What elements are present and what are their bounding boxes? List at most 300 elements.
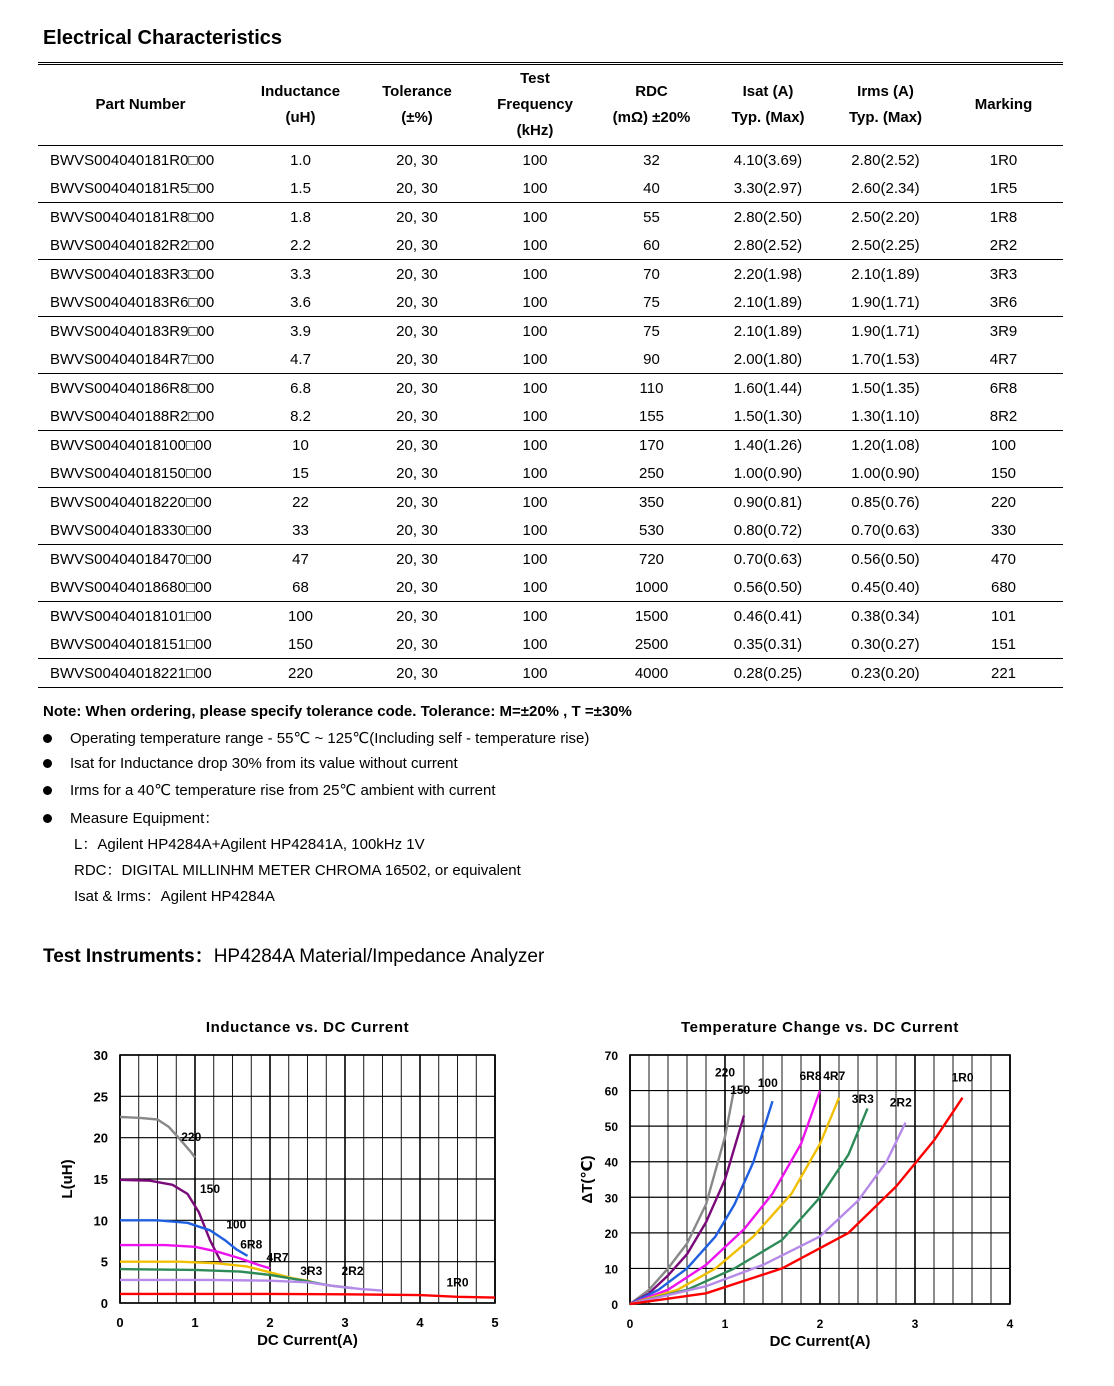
series-line-3R3 — [630, 1108, 868, 1304]
tolerance-cell: 20, 30 — [358, 573, 476, 602]
tolerance-code-box: □ — [185, 607, 195, 625]
bullet-text: Measure Equipment： — [70, 810, 220, 827]
table-row — [38, 630, 1063, 659]
irms-cell: 0.30(0.27) — [827, 630, 944, 659]
y-tick-label: 10 — [93, 1213, 108, 1229]
rdc-cell: 4000 — [594, 659, 709, 688]
frequency-cell: 100 — [522, 322, 548, 340]
y-axis-label: L(uH) — [59, 1159, 76, 1199]
irms-cell: 2.80(2.52) — [851, 151, 920, 169]
isat-cell: 1.00(0.90) — [709, 459, 827, 488]
frequency-cell: 100 — [522, 607, 548, 625]
column-header — [944, 64, 1063, 146]
tolerance-cell: 20, 30 — [358, 630, 476, 659]
y-tick-label: 0 — [611, 1298, 618, 1312]
table-row — [38, 545, 1063, 574]
y-tick-label: 70 — [604, 1049, 618, 1063]
marking-cell: 680 — [944, 573, 1063, 602]
table-row — [38, 602, 1063, 631]
column-header — [827, 64, 944, 146]
frequency-cell: 100 — [522, 493, 548, 511]
marking-cell: 3R9 — [989, 322, 1018, 340]
tolerance-cell: 20, 30 — [396, 322, 438, 340]
chart-title: Inductance vs. DC Current — [205, 1019, 410, 1036]
table-row — [38, 431, 1063, 460]
part-number-prefix: BWVS004040186R8 — [50, 379, 189, 397]
part-number-suffix: 00 — [197, 265, 215, 283]
bullet-dot-icon — [43, 786, 52, 795]
inductance-cell: 4.7 — [243, 345, 358, 374]
series-label: 2R2 — [341, 1263, 364, 1278]
part-number-prefix: BWVS004040181R5 — [50, 179, 189, 197]
part-number-cell — [38, 488, 243, 517]
tolerance-cell: 20, 30 — [358, 174, 476, 203]
isat-cell: 0.46(0.41) — [733, 607, 803, 625]
part-number-cell — [38, 516, 243, 545]
isat-cell: 1.50(1.30) — [709, 402, 827, 431]
frequency-cell: 100 — [476, 516, 594, 545]
irms-cell: 1.00(0.90) — [827, 459, 944, 488]
part-number-prefix: BWVS00404018101 — [50, 607, 186, 625]
series-label: 150 — [199, 1182, 221, 1197]
test-instruments-label: Test Instruments： — [43, 946, 214, 967]
series-label: 4R7 — [266, 1250, 289, 1265]
tolerance-cell: 20, 30 — [396, 379, 438, 397]
rdc-cell: 1500 — [634, 607, 669, 625]
part-number-prefix: BWVS00404018151 — [50, 635, 186, 653]
irms-cell: 0.85(0.76) — [851, 493, 920, 511]
isat-cell: 1.60(1.44) — [733, 379, 803, 397]
column-header-line: Tolerance — [382, 83, 452, 100]
marking-cell: 221 — [944, 659, 1063, 688]
table-row — [38, 374, 1063, 403]
irms-cell: 1.20(1.08) — [851, 436, 920, 454]
tolerance-code-box: □ — [188, 265, 198, 283]
y-tick-label: 10 — [604, 1262, 618, 1277]
part-number-cell — [38, 459, 243, 488]
part-number-cell — [38, 573, 243, 602]
tolerance-code-box: □ — [185, 635, 195, 653]
bullet-dot-icon — [43, 814, 52, 823]
bullet-item — [43, 807, 219, 828]
column-header-line: (kHz) — [516, 122, 554, 139]
frequency-cell: 100 — [476, 573, 594, 602]
x-tick-label: 4 — [1006, 1317, 1014, 1331]
y-axis-label: ΔT(℃) — [579, 1155, 596, 1204]
y-tick-label: 30 — [604, 1191, 618, 1206]
part-number-prefix: BWVS00404018221 — [50, 664, 186, 682]
frequency-cell: 100 — [476, 630, 594, 659]
temperature-chart — [570, 1005, 1040, 1365]
bullet-text: Irms for a 40℃ temperature rise from 25℃ ambient with current — [70, 782, 496, 799]
inductance-cell: 220 — [243, 659, 358, 688]
bullet-item — [43, 781, 496, 799]
isat-cell: 2.10(1.89) — [709, 288, 827, 317]
tolerance-code-box: □ — [188, 179, 198, 197]
tolerance-code-box: □ — [188, 407, 198, 425]
irms-cell: 0.56(0.50) — [851, 550, 920, 568]
part-number-cell — [38, 402, 243, 431]
part-number-cell — [38, 203, 243, 232]
inductance-chart — [50, 1005, 520, 1365]
x-axis-label: DC Current(A) — [257, 1332, 358, 1349]
frequency-cell: 100 — [476, 659, 594, 688]
part-number-prefix: BWVS004040181R8 — [50, 208, 189, 226]
test-instruments-value: HP4284A Material/Impedance Analyzer — [213, 946, 545, 967]
part-number-suffix: 00 — [195, 578, 212, 596]
rdc-cell: 60 — [594, 231, 709, 260]
inductance-cell: 150 — [243, 630, 358, 659]
tolerance-code-box: □ — [188, 208, 198, 226]
column-header — [709, 64, 827, 146]
rdc-cell: 2500 — [594, 630, 709, 659]
series-label: 2R2 — [889, 1095, 912, 1110]
isat-cell: 0.70(0.63) — [733, 550, 803, 568]
rdc-cell: 90 — [594, 345, 709, 374]
rdc-cell: 40 — [594, 174, 709, 203]
tolerance-cell: 20, 30 — [396, 550, 438, 568]
part-number-suffix: 00 — [195, 550, 212, 568]
part-number-prefix: BWVS004040184R7 — [50, 350, 189, 368]
frequency-cell: 100 — [522, 436, 548, 454]
series-label: 100 — [757, 1076, 778, 1091]
frequency-cell: 100 — [476, 402, 594, 431]
part-number-suffix: 00 — [195, 664, 212, 682]
part-number-suffix: 00 — [197, 322, 215, 340]
test-instruments — [43, 941, 544, 968]
tolerance-cell: 20, 30 — [358, 288, 476, 317]
series-line-2R2 — [630, 1123, 906, 1304]
bullet-text: Operating temperature range - 55℃ ~ 125℃(Including self - temperature rise) — [70, 730, 590, 747]
rdc-cell: 250 — [594, 459, 709, 488]
column-header-line: Typ. (Max) — [848, 109, 923, 126]
part-number-prefix: BWVS00404018330 — [50, 521, 186, 539]
inductance-cell: 10 — [292, 436, 309, 454]
frequency-cell: 100 — [522, 550, 548, 568]
y-tick-label: 20 — [604, 1226, 618, 1241]
table-row — [38, 203, 1063, 232]
x-tick-label: 2 — [816, 1317, 824, 1331]
rdc-cell: 32 — [643, 151, 660, 169]
irms-cell: 0.70(0.63) — [827, 516, 944, 545]
bullet-text: Isat for Inductance drop 30% from its value without current — [70, 755, 458, 772]
irms-cell: 1.90(1.71) — [827, 288, 944, 317]
part-number-prefix: BWVS00404018150 — [50, 464, 186, 482]
series-label: 150 — [730, 1083, 751, 1098]
frequency-cell: 100 — [522, 151, 548, 169]
tolerance-cell: 20, 30 — [358, 402, 476, 431]
y-tick-label: 60 — [604, 1084, 618, 1099]
inductance-cell: 100 — [287, 607, 314, 625]
inductance-cell: 8.2 — [243, 402, 358, 431]
inductance-cell: 3.9 — [290, 322, 311, 340]
part-number-cell — [38, 260, 243, 289]
rdc-cell: 110 — [639, 379, 664, 397]
column-header-line: (mΩ) ±20% — [612, 109, 691, 126]
rdc-cell: 170 — [638, 436, 665, 454]
frequency-cell: 100 — [522, 208, 548, 226]
column-header-line: Frequency — [497, 96, 573, 113]
part-number-cell — [38, 146, 243, 175]
part-number-cell — [38, 630, 243, 659]
table-row — [38, 288, 1063, 317]
isat-cell: 2.20(1.98) — [733, 265, 803, 283]
marking-cell: 1R8 — [989, 208, 1018, 226]
inductance-cell: 15 — [243, 459, 358, 488]
column-header-line: RDC — [635, 83, 668, 100]
inductance-cell: 22 — [292, 493, 309, 511]
table-row — [38, 260, 1063, 289]
marking-cell: 101 — [990, 607, 1017, 625]
y-tick-label: 25 — [93, 1089, 108, 1105]
frequency-cell: 100 — [476, 174, 594, 203]
y-tick-label: 50 — [604, 1120, 618, 1135]
tolerance-cell: 20, 30 — [358, 345, 476, 374]
marking-cell: 3R3 — [989, 265, 1018, 283]
marking-cell: 470 — [990, 550, 1017, 568]
tolerance-cell: 20, 30 — [396, 607, 438, 625]
table-row — [38, 516, 1063, 545]
table-row — [38, 573, 1063, 602]
tolerance-cell: 20, 30 — [396, 265, 438, 283]
marking-cell: 220 — [990, 493, 1017, 511]
tolerance-code-box: □ — [188, 151, 198, 169]
frequency-cell: 100 — [476, 345, 594, 374]
tolerance-code-box: □ — [185, 436, 195, 454]
irms-cell: 1.50(1.35) — [851, 379, 920, 397]
inductance-cell: 1.5 — [243, 174, 358, 203]
frequency-cell: 100 — [476, 231, 594, 260]
isat-cell: 0.35(0.31) — [709, 630, 827, 659]
part-number-suffix: 00 — [197, 236, 215, 254]
tolerance-code-box: □ — [188, 322, 198, 340]
x-tick-label: 0 — [626, 1317, 634, 1331]
table-row — [38, 317, 1063, 346]
column-header-line: Part Number — [95, 96, 186, 113]
chart-title: Temperature Change vs. DC Current — [681, 1019, 959, 1036]
equipment-line: RDC：DIGITAL MILLINHM METER CHROMA 16502, or equivalent — [74, 862, 521, 879]
bullet-item — [43, 755, 458, 772]
tolerance-code-box: □ — [188, 236, 198, 254]
part-number-cell — [38, 288, 243, 317]
y-tick-label: 5 — [100, 1254, 108, 1270]
inductance-cell: 1.0 — [290, 151, 311, 169]
isat-cell: 2.10(1.89) — [733, 322, 803, 340]
series-line-100 — [630, 1101, 773, 1304]
marking-cell: 3R6 — [944, 288, 1063, 317]
x-tick-label: 3 — [911, 1317, 919, 1331]
marking-cell: 1R5 — [944, 174, 1063, 203]
part-number-prefix: BWVS004040183R3 — [50, 265, 189, 283]
x-tick-label: 4 — [416, 1315, 424, 1330]
tolerance-code-box: □ — [185, 550, 195, 568]
rdc-cell: 70 — [643, 265, 660, 283]
part-number-suffix: 00 — [197, 179, 215, 197]
tolerance-cell: 20, 30 — [396, 208, 438, 226]
isat-cell: 0.80(0.72) — [709, 516, 827, 545]
isat-cell: 3.30(2.97) — [709, 174, 827, 203]
part-number-prefix: BWVS004040188R2 — [50, 407, 189, 425]
irms-cell: 0.38(0.34) — [851, 607, 920, 625]
column-header — [243, 64, 358, 146]
column-header-line: Irms (A) — [857, 83, 914, 100]
part-number-cell — [38, 545, 243, 574]
x-tick-label: 5 — [491, 1315, 499, 1330]
rdc-cell: 1000 — [594, 573, 709, 602]
part-number-suffix: 00 — [195, 521, 212, 539]
series-label: 1R0 — [951, 1070, 974, 1085]
tolerance-code-box: □ — [188, 379, 198, 397]
inductance-cell: 3.3 — [290, 265, 311, 283]
part-number-cell — [38, 659, 243, 688]
series-label: 1R0 — [446, 1275, 469, 1290]
x-tick-label: 2 — [266, 1315, 274, 1330]
tolerance-code-box: □ — [185, 521, 195, 539]
part-number-cell — [38, 231, 243, 260]
series-label: 100 — [226, 1217, 247, 1232]
irms-cell: 2.60(2.34) — [827, 174, 944, 203]
ordering-note: Note: When ordering, please specify tolerance code. Tolerance: M=±20% , T =±30% — [43, 703, 632, 720]
x-tick-label: 3 — [341, 1315, 349, 1330]
table-row — [38, 488, 1063, 517]
frequency-cell: 100 — [522, 379, 548, 397]
irms-cell: 2.50(2.25) — [827, 231, 944, 260]
x-axis-label: DC Current(A) — [769, 1333, 871, 1350]
part-number-prefix: BWVS004040183R6 — [50, 293, 189, 311]
inductance-cell: 68 — [243, 573, 358, 602]
inductance-cell: 2.2 — [243, 231, 358, 260]
part-number-suffix: 00 — [195, 464, 212, 482]
tolerance-code-box: □ — [185, 664, 195, 682]
irms-cell: 0.23(0.20) — [827, 659, 944, 688]
series-label: 220 — [714, 1065, 736, 1080]
isat-cell: 2.00(1.80) — [709, 345, 827, 374]
isat-cell: 4.10(3.69) — [733, 151, 803, 169]
tolerance-code-box: □ — [188, 293, 198, 311]
column-header-line: Test — [520, 70, 550, 87]
tolerance-cell: 20, 30 — [396, 151, 438, 169]
frequency-cell: 100 — [522, 265, 548, 283]
part-number-cell — [38, 431, 243, 460]
bullet-dot-icon — [43, 734, 52, 743]
part-number-suffix: 00 — [197, 151, 215, 169]
table-row — [38, 345, 1063, 374]
isat-cell: 2.80(2.52) — [709, 231, 827, 260]
marking-cell: 100 — [990, 436, 1017, 454]
part-number-suffix: 00 — [197, 407, 215, 425]
table-row — [38, 174, 1063, 203]
table-row — [38, 231, 1063, 260]
isat-cell: 0.56(0.50) — [709, 573, 827, 602]
isat-cell: 2.80(2.50) — [733, 208, 803, 226]
tolerance-cell: 20, 30 — [358, 516, 476, 545]
column-header-line: Typ. (Max) — [731, 109, 805, 126]
isat-cell: 0.90(0.81) — [733, 493, 803, 511]
part-number-prefix: BWVS00404018680 — [50, 578, 186, 596]
part-number-suffix: 00 — [197, 350, 215, 368]
column-header — [476, 64, 594, 146]
inductance-cell: 1.8 — [290, 208, 311, 226]
marking-cell: 2R2 — [944, 231, 1063, 260]
part-number-suffix: 00 — [197, 208, 215, 226]
tolerance-code-box: □ — [185, 464, 195, 482]
column-header — [358, 64, 476, 146]
rdc-cell: 350 — [638, 493, 665, 511]
part-number-prefix: BWVS00404018100 — [50, 436, 186, 454]
column-header — [594, 64, 709, 146]
column-header — [38, 64, 243, 146]
rdc-cell: 720 — [638, 550, 665, 568]
tolerance-cell: 20, 30 — [358, 231, 476, 260]
tolerance-code-box: □ — [185, 493, 195, 511]
inductance-cell: 33 — [243, 516, 358, 545]
table-row — [38, 402, 1063, 431]
y-tick-label: 40 — [604, 1155, 618, 1170]
tolerance-cell: 20, 30 — [358, 659, 476, 688]
part-number-prefix: BWVS004040182R2 — [50, 236, 189, 254]
part-number-suffix: 00 — [195, 436, 212, 454]
irms-cell: 0.45(0.40) — [827, 573, 944, 602]
part-number-prefix: BWVS00404018470 — [50, 550, 186, 568]
table-row — [38, 659, 1063, 688]
irms-cell: 2.10(1.89) — [851, 265, 920, 283]
table-header-row — [38, 64, 1063, 146]
column-header-line: (uH) — [285, 109, 316, 126]
tolerance-code-box: □ — [185, 578, 195, 596]
tolerance-cell: 20, 30 — [396, 493, 438, 511]
marking-cell: 4R7 — [944, 345, 1063, 374]
rdc-cell: 155 — [594, 402, 709, 431]
tolerance-cell: 20, 30 — [396, 436, 438, 454]
isat-cell: 1.40(1.26) — [733, 436, 803, 454]
equipment-line: Isat & Irms：Agilent HP4284A — [74, 888, 275, 905]
y-tick-label: 20 — [93, 1130, 108, 1146]
inductance-cell: 47 — [292, 550, 309, 568]
x-tick-label: 1 — [191, 1315, 199, 1330]
part-number-suffix: 00 — [197, 379, 215, 397]
tolerance-cell: 20, 30 — [358, 459, 476, 488]
frequency-cell: 100 — [476, 459, 594, 488]
y-tick-label: 30 — [93, 1048, 108, 1063]
part-number-cell — [38, 345, 243, 374]
irms-cell: 1.30(1.10) — [827, 402, 944, 431]
marking-cell: 150 — [944, 459, 1063, 488]
x-tick-label: 0 — [116, 1315, 124, 1330]
part-number-cell — [38, 174, 243, 203]
irms-cell: 2.50(2.20) — [851, 208, 920, 226]
marking-cell: 8R2 — [944, 402, 1063, 431]
column-header-line: Inductance — [260, 83, 341, 100]
frequency-cell: 100 — [476, 288, 594, 317]
bullet-dot-icon — [43, 759, 52, 768]
part-number-cell — [38, 317, 243, 346]
rdc-cell: 530 — [594, 516, 709, 545]
table-row — [38, 146, 1063, 175]
table-body — [38, 146, 1063, 688]
y-tick-label: 15 — [93, 1172, 108, 1187]
irms-cell: 1.90(1.71) — [851, 322, 920, 340]
inductance-cell: 3.6 — [243, 288, 358, 317]
irms-cell: 1.70(1.53) — [827, 345, 944, 374]
part-number-suffix: 00 — [195, 635, 212, 653]
marking-cell: 330 — [944, 516, 1063, 545]
part-number-suffix: 00 — [197, 293, 215, 311]
inductance-cell: 6.8 — [290, 379, 311, 397]
part-number-suffix: 00 — [195, 607, 212, 625]
part-number-cell — [38, 374, 243, 403]
isat-cell: 0.28(0.25) — [709, 659, 827, 688]
column-header-line: Isat (A) — [742, 83, 794, 100]
